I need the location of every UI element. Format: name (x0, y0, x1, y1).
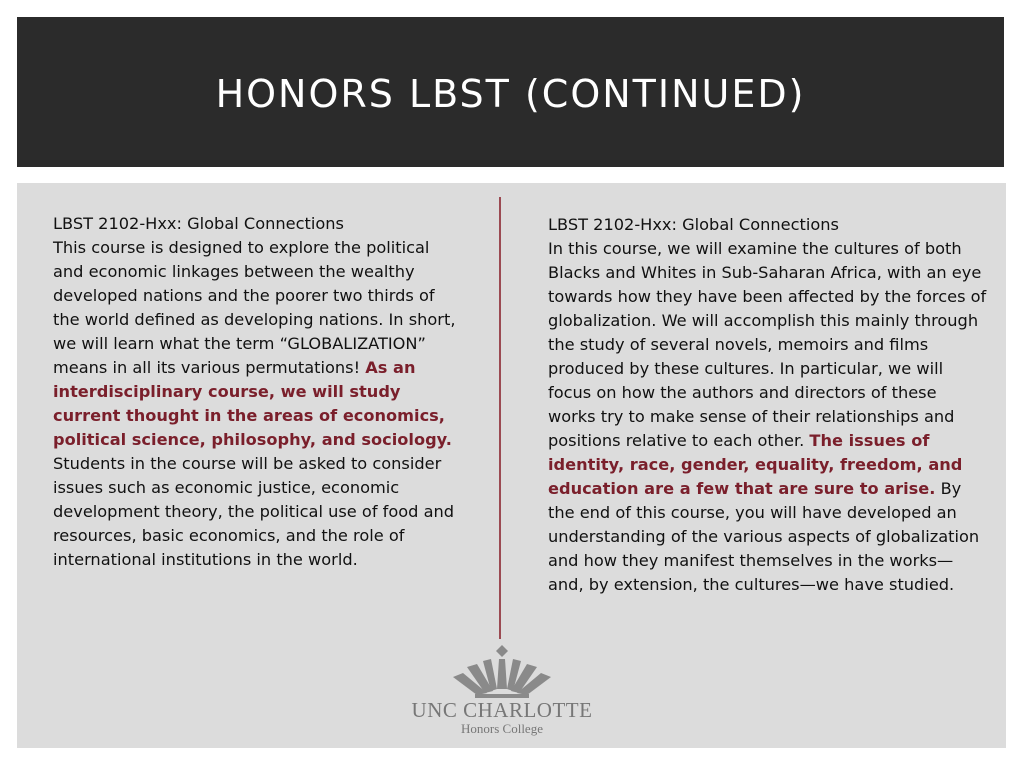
title-bar (17, 17, 1004, 167)
left-highlight: As an interdisciplinary course, we will study current thought in the areas of economics, political science, philosophy, and sociology. (53, 358, 452, 449)
logo-subtitle: Honors College (461, 721, 543, 736)
slide-title: HONORS LBST (CONTINUED) (215, 72, 806, 116)
right-text-after: By the end of this course, you will have developed an understanding of the various aspects of globalization and how they manifest themselves in the works—and, by extension, the cultures—we have studied. (548, 479, 980, 594)
logo-name: UNC CHARLOTTE (411, 698, 593, 722)
left-column (53, 212, 463, 572)
crown-logo-icon (447, 643, 557, 699)
column-divider (499, 197, 501, 639)
left-text-before: This course is designed to explore the political and economic linkages between the wealthy developed nations and the poorer two thirds of the world defined as developing nations. In short, we will learn what the term “GLOBALIZATION” means in all its various permutations! (53, 238, 456, 377)
left-course-title: LBST 2102-Hxx: Global Connections (53, 214, 344, 233)
content-panel (17, 183, 1006, 748)
right-highlight: The issues of identity, race, gender, equality, freedom, and education are a few that are sure to arise. (548, 431, 963, 498)
left-text-after: Students in the course will be asked to consider issues such as economic justice, economic development theory, the political use of food and resources, basic economics, and the role of international institutions in the world. (53, 454, 455, 569)
right-text-before: In this course, we will examine the cultures of both Blacks and Whites in Sub-Saharan Africa, with an eye towards how they have been affected by the forces of globalization. We will accomplish this mainly through the study of several novels, memoirs and films produced by these cultures. In particular, we will focus on how the authors and directors of these works try to make sense of their relationships and positions relative to each other. (548, 239, 987, 450)
unc-charlotte-logo (387, 643, 617, 743)
right-course-title: LBST 2102-Hxx: Global Connections (548, 215, 839, 234)
right-description (548, 237, 988, 597)
left-description (53, 236, 463, 572)
right-column (548, 213, 988, 597)
